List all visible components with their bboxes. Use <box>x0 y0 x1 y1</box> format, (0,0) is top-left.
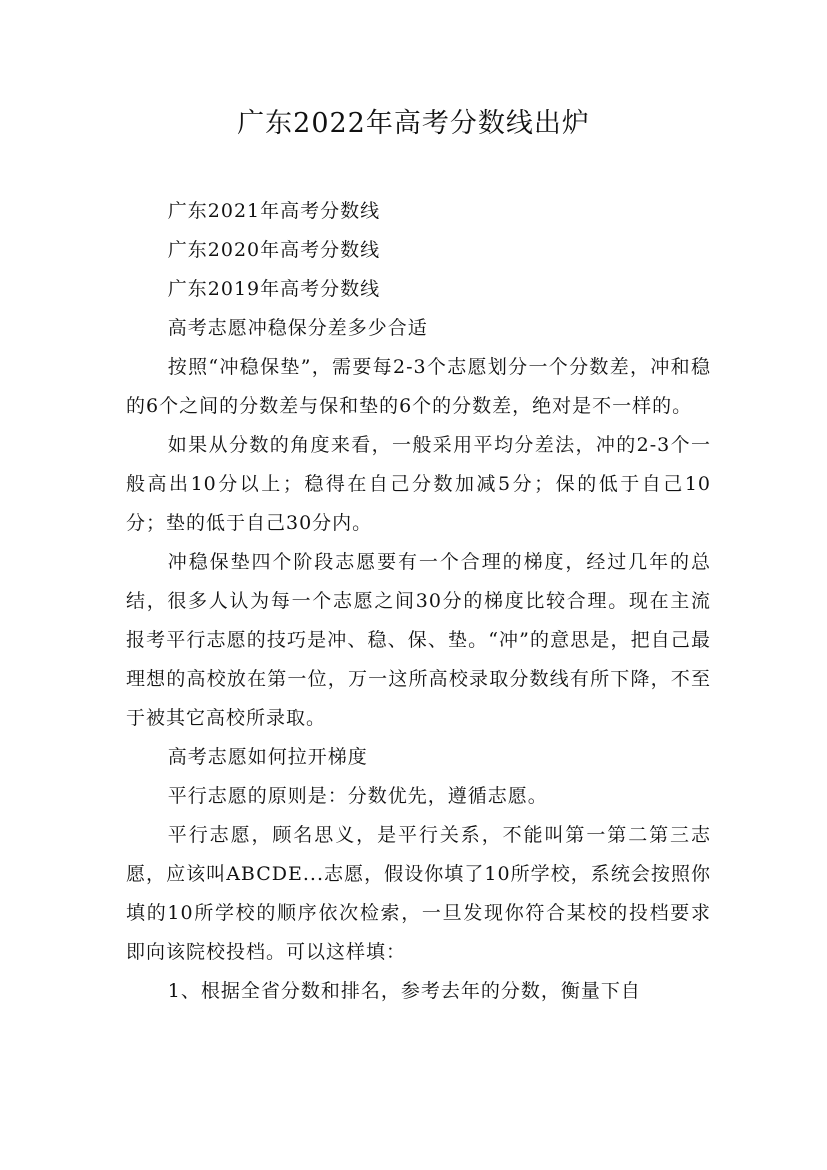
paragraph: 冲稳保垫四个阶段志愿要有一个合理的梯度，经过几年的总结，很多人认为每一个志愿之间30分的梯度比较合理。现在主流报考平行志愿的技巧是冲、稳、保、垫。“冲”的意思是，把自己最理想的高校放在第一位，万一这所高校录取分数线有所下降，不至于被其它高校所录取。 <box>126 551 711 729</box>
document-title: 广东2022年高考分数线出炉 <box>237 108 590 139</box>
paragraph: 按照“冲稳保垫”，需要每2-3个志愿划分一个分数差，冲和稳的6个之间的分数差与保和垫的6个的分数差，绝对是不一样的。 <box>126 356 711 417</box>
paragraph: 平行志愿，顾名思义，是平行关系，不能叫第一第二第三志愿，应该叫ABCDE...志愿，假设你填了10所学校，系统会按照你填的10所学校的顺序依次检索，一旦发现你符合某校的投档要求即向该院校投档。可以这样填： <box>126 824 711 963</box>
paragraph: 1、根据全省分数和排名，参考去年的分数，衡量下自 <box>167 980 641 1002</box>
paragraph: 高考志愿冲稳保分差多少合适 <box>167 317 428 339</box>
document-body <box>126 192 711 1011</box>
paragraph: 广东2019年高考分数线 <box>167 278 381 300</box>
paragraph: 高考志愿如何拉开梯度 <box>167 746 368 768</box>
paragraph: 广东2021年高考分数线 <box>167 200 381 222</box>
paragraph: 广东2020年高考分数线 <box>167 239 381 261</box>
paragraph: 平行志愿的原则是：分数优先，遵循志愿。 <box>167 785 548 807</box>
paragraph: 如果从分数的角度来看，一般采用平均分差法，冲的2-3个一般高出10分以上；稳得在自己分数加减5分；保的低于自己10分；垫的低于自己30分内。 <box>126 434 711 534</box>
